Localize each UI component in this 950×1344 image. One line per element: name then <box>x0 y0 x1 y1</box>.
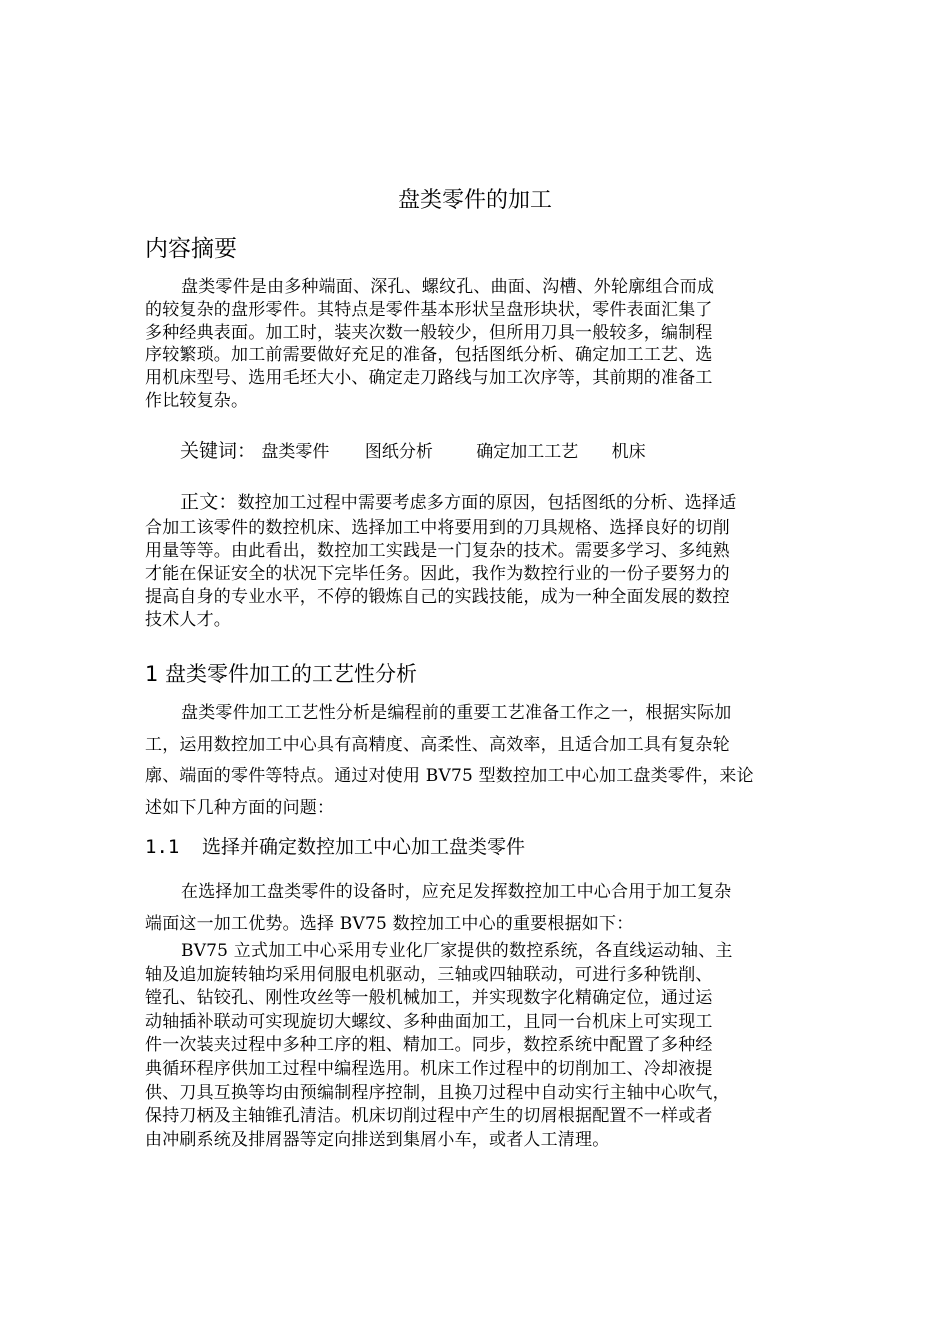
section1-1-detail-line: 件一次装夹过程中多种工序的粗、精加工。同步，数控系统中配置了多种经 <box>145 1035 713 1056</box>
section1-1-detail-line: 镗孔、钻铰孔、刚性攻丝等一般机械加工，并实现数字化精确定位，通过运 <box>145 988 713 1009</box>
abstract-line: 多种经典表面。加工时，装夹次数一般较少，但所用刀具一般较多，编制程 <box>145 322 713 343</box>
body-line: 数控加工过程中需要考虑多方面的原因，包括图纸的分析、选择适 <box>237 493 737 513</box>
section1-line: 工，运用数控加工中心具有高精度、高柔性、高效率，且适合加工具有复杂轮 <box>145 734 730 755</box>
section1-1-detail-line: 轴及追加旋转轴均采用伺服电机驱动，三轴或四轴联动，可进行多种铣削、 <box>145 964 713 985</box>
body-line: 提高自身的专业水平，不停的锻炼自己的实践技能，成为一种全面发展的数控 <box>145 587 730 607</box>
abstract-line: 序较繁琐。加工前需要做好充足的准备，包括图纸分析、确定加工工艺、选 <box>145 345 713 366</box>
section1-1-detail <box>145 940 810 1152</box>
section1-1-title: 选择并确定数控加工中心加工盘类零件 <box>202 836 526 858</box>
keywords-label: 关键词： <box>180 440 257 462</box>
section1-1-detail-line: 供、刀具互换等均由预编制程序控制，且换刀过程中自动实行主轴中心吹气， <box>145 1082 730 1103</box>
section1-heading: 1 盘类零件加工的工艺性分析 <box>145 662 418 686</box>
abstract-line: 用机床型号、选用毛坯大小、确定走刀路线与加工次序等，其前期的准备工 <box>145 368 713 389</box>
section-number: 1.1 <box>145 836 180 858</box>
section1-1-intro-line: 在选择加工盘类零件的设备时，应充足发挥数控加工中心合用于加工复杂 <box>181 882 732 902</box>
abstract-paragraph <box>145 276 810 413</box>
body-first-line <box>145 488 810 517</box>
abstract-line: 的较复杂的盘形零件。其特点是零件基本形状呈盘形块状，零件表面汇集了 <box>145 299 713 320</box>
section1-1-intro-line: 端面这一加工优势。选择 BV75 数控加工中心的重要根据如下： <box>145 914 634 934</box>
section1-line: 盘类零件加工工艺性分析是编程前的重要工艺准备工作之一，根据实际加 <box>181 703 732 723</box>
body-line: 用量等等。由此看出，数控加工实践是一门复杂的技术。需要多学习、多纯熟 <box>145 541 730 561</box>
section1-line: 述如下几种方面的问题： <box>145 797 335 818</box>
keyword-item: 图纸分析 <box>364 442 433 462</box>
body-label: 正文： <box>180 491 238 513</box>
section1-line: 廓、端面的零件等特点。通过对使用 BV75 型数控加工中心加工盘类零件，来论 <box>145 766 754 786</box>
section1-paragraph <box>145 698 810 824</box>
section1-1-intro <box>145 876 810 940</box>
document-title: 盘类零件的加工 <box>397 188 552 213</box>
section1-1-detail-line: 动轴插补联动可实现旋切大螺纹、多种曲面加工，且同一台机床上可实现工 <box>145 1011 713 1032</box>
section1-1-detail-line: 由冲刷系统及排屑器等定向排送到集屑小车，或者人工清理。 <box>145 1129 610 1150</box>
abstract-line: 作比较复杂。 <box>145 390 249 411</box>
keywords-line <box>180 438 646 465</box>
keyword-item: 机床 <box>611 442 646 462</box>
body-line: 技术人才。 <box>145 610 231 630</box>
body-line: 才能在保证安全的状况下完毕任务。因此，我作为数控行业的一份子要努力的 <box>145 564 730 584</box>
section1-1-detail-line: BV75 立式加工中心采用专业化厂家提供的数控系统，各直线运动轴、主 <box>181 941 733 961</box>
keyword-item: 确定加工工艺 <box>476 442 579 462</box>
section1-1-heading <box>145 834 525 860</box>
abstract-line: 盘类零件是由多种端面、深孔、螺纹孔、曲面、沟槽、外轮廓组合而成 <box>181 277 715 297</box>
section1-1-detail-line: 保持刀柄及主轴锥孔清洁。机床切削过程中产生的切屑根据配置不一样或者 <box>145 1106 713 1127</box>
keyword-item: 盘类零件 <box>261 442 330 462</box>
body-paragraph <box>145 488 810 632</box>
section1-1-detail-line: 典循环程序供加工过程中编程选用。机床工作过程中的切削加工、冷却液提 <box>145 1058 713 1079</box>
abstract-heading: 内容摘要 <box>145 236 237 262</box>
body-line: 合加工该零件的数控机床、选择加工中将要用到的刀具规格、选择良好的切削 <box>145 518 730 538</box>
